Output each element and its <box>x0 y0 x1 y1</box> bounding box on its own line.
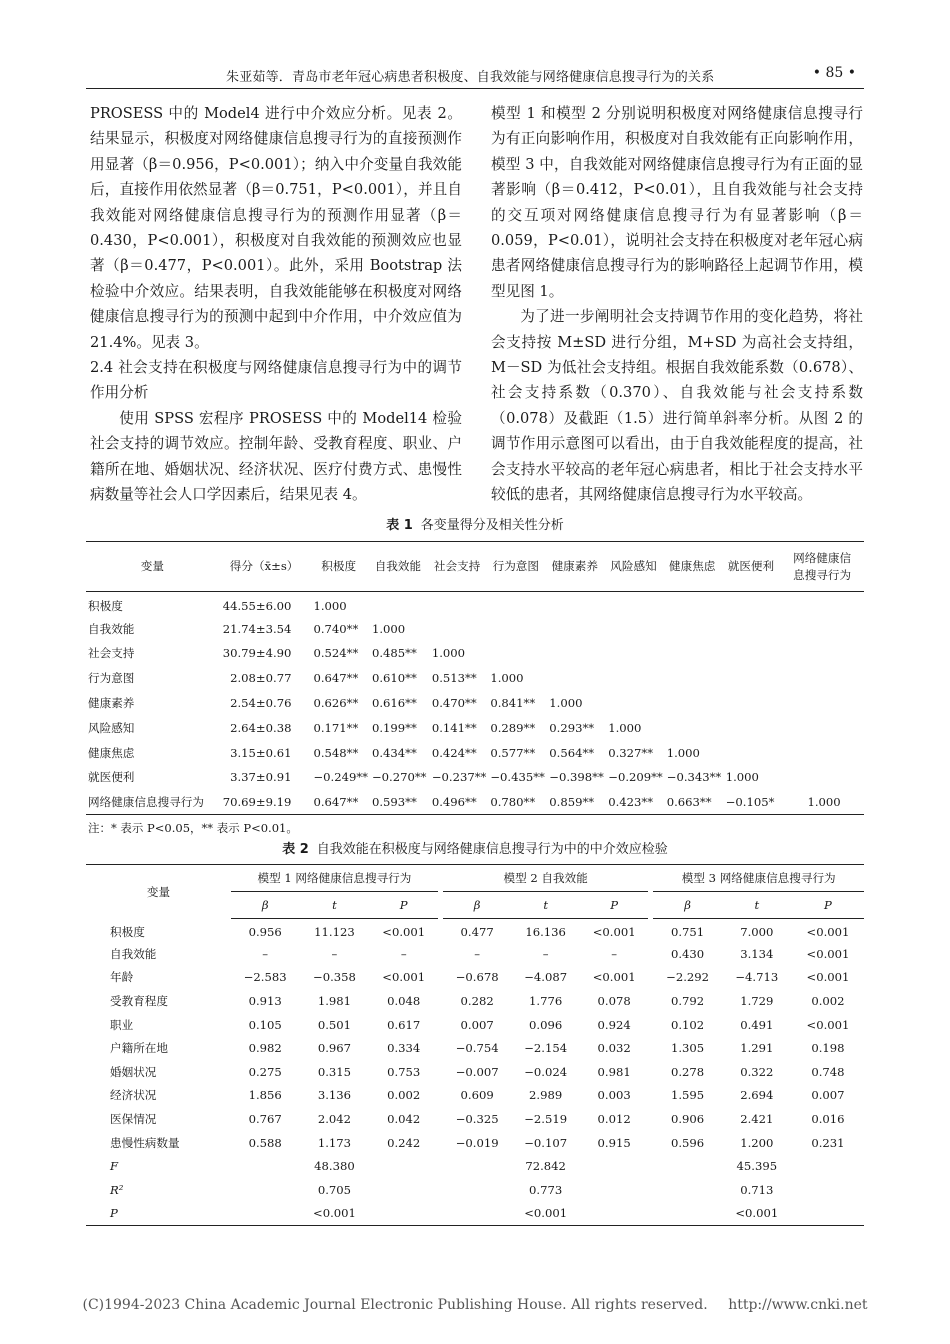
table2-cell: – <box>400 946 407 961</box>
table1-cell: 30.79±4.90 <box>222 646 292 661</box>
table1-cell: 0.513** <box>431 671 477 686</box>
table1-row <box>86 691 864 716</box>
table1-cell: 3.37±0.91 <box>230 770 292 785</box>
table2-row <box>86 1036 864 1060</box>
table1-header-cell: 得分（x̄±s） <box>219 542 310 592</box>
table1-cell: 21.74±3.54 <box>222 621 292 636</box>
table1-header-cell: 行为意图 <box>486 542 545 592</box>
table2-cell: 1.173 <box>317 1135 352 1150</box>
table2-row <box>86 989 864 1013</box>
table1-cell: 0.593** <box>371 795 417 810</box>
table1-cell: 0.616** <box>371 696 417 711</box>
table2-stat-value: 0.773 <box>529 1182 563 1197</box>
table2-cell: 1.729 <box>740 994 774 1009</box>
table2-cell: 1.856 <box>248 1088 282 1103</box>
table2-cell: 0.007 <box>811 1088 845 1103</box>
table1-cell <box>545 616 604 641</box>
table1-cell: 风险感知 <box>88 720 135 735</box>
table1-row <box>86 765 864 790</box>
table2-cell: 0.002 <box>387 1088 421 1103</box>
table2-cell: 0.012 <box>597 1112 631 1127</box>
table1-row <box>86 740 864 765</box>
table2-cell: 经济状况 <box>110 1088 157 1103</box>
table2-cell: 患慢性病数量 <box>110 1135 180 1150</box>
table2-stat-value: <0.001 <box>524 1206 568 1221</box>
table2-cell: −4.713 <box>735 970 779 985</box>
table2-row <box>86 919 864 943</box>
table1-cell: 0.199** <box>371 720 417 735</box>
table2-cell: 0.322 <box>740 1064 774 1079</box>
table2-cell: −2.519 <box>524 1112 568 1127</box>
left-column <box>90 101 462 508</box>
table2-cell: 0.767 <box>248 1112 282 1127</box>
table1-cell: 0.610** <box>371 671 417 686</box>
table1-cell: 0.289** <box>490 720 536 735</box>
table1-cell: 1.000 <box>725 770 759 785</box>
table1-cell: 1.000 <box>666 745 700 760</box>
table2-body <box>86 919 864 1226</box>
table1-cell <box>663 666 722 691</box>
table2-cell: −0.754 <box>455 1041 499 1056</box>
table1-row <box>86 666 864 691</box>
table1-title: 各变量得分及相关性分析 <box>420 518 564 533</box>
table2-cell: 0.982 <box>248 1041 282 1056</box>
table1-caption <box>0 514 950 533</box>
table2-cell: – <box>262 946 269 961</box>
table2-stat-label: F <box>110 1159 119 1174</box>
table1-cell: 0.327** <box>608 745 654 760</box>
table2-cell: 0.007 <box>460 1017 494 1032</box>
table1-cell: 1.000 <box>371 621 406 636</box>
footer-url: http://www.cnki.net <box>728 1297 868 1313</box>
table1-label: 表 1 <box>386 518 413 533</box>
table2-cell: −0.678 <box>455 970 499 985</box>
table2-cell: 16.136 <box>525 925 566 940</box>
table2-cell: <0.001 <box>806 970 850 985</box>
table2-cell: 1.595 <box>670 1088 705 1103</box>
table1-cell <box>663 616 722 641</box>
table1-cell: 1.000 <box>608 720 642 735</box>
table1-cell <box>722 592 781 617</box>
table1-cell: 0.423** <box>608 795 654 810</box>
table2-cell: 自我效能 <box>110 946 157 961</box>
table1-row <box>86 715 864 740</box>
table1-cell <box>545 666 604 691</box>
table2-cell: <0.001 <box>592 970 636 985</box>
table2-cell: 0.078 <box>597 994 631 1009</box>
table1-cell <box>486 592 545 617</box>
table2-group-header-row <box>86 865 864 892</box>
table2-cell: 医保情况 <box>110 1112 157 1127</box>
table2-cell: 受教育程度 <box>110 994 168 1009</box>
right-column <box>491 101 863 508</box>
table1-cell <box>722 641 781 666</box>
table2-caption <box>0 838 950 857</box>
table2-cell: 0.981 <box>597 1064 631 1079</box>
table1-cell: 0.171** <box>313 720 359 735</box>
table2-stat-value: 72.842 <box>525 1159 566 1174</box>
table1-header-cell: 就医便利 <box>722 542 781 592</box>
table1-header-cell: 变量 <box>86 542 219 592</box>
table1-cell: 行为意图 <box>88 671 135 686</box>
table1-header-cell: 社会支持 <box>428 542 487 592</box>
table2-sub-header: t <box>722 892 792 919</box>
table1-cell: 0.141** <box>431 720 477 735</box>
table2-cell: 0.792 <box>670 994 705 1009</box>
table2-sub-header: P <box>370 892 438 919</box>
table2-cell: – <box>331 946 338 961</box>
table1-cell: 0.485** <box>371 646 417 661</box>
table1-cell <box>604 616 663 641</box>
table2-cell: −0.007 <box>455 1064 499 1079</box>
table2-cell: 0.751 <box>670 925 705 940</box>
table1-cell: 网络健康信息搜寻行为 <box>88 795 204 810</box>
table2-cell: 3.136 <box>317 1088 352 1103</box>
table2-cell: <0.001 <box>592 925 636 940</box>
table1-cell: 0.663** <box>666 795 712 810</box>
table2-cell: 1.291 <box>740 1041 774 1056</box>
table1-cell: −0.105* <box>725 795 775 810</box>
table2-cell: 0.967 <box>317 1041 352 1056</box>
table2-row <box>86 1131 864 1155</box>
page-number: • 85 • <box>812 65 856 81</box>
table1-cell: −0.398** <box>549 770 604 785</box>
table1-cell: 0.424** <box>431 745 477 760</box>
table1-cell: 就医便利 <box>88 770 135 785</box>
table1-cell: −0.249** <box>313 770 368 785</box>
table2-row <box>86 1084 864 1108</box>
table1-cell: 健康焦虑 <box>88 745 135 760</box>
table1-cell: 0.293** <box>549 720 595 735</box>
table1-cell: 1.000 <box>431 646 466 661</box>
table2-cell: −0.358 <box>312 970 356 985</box>
table2-title: 自我效能在积极度与网络健康信息搜寻行为中的中介效应检验 <box>316 842 668 857</box>
table1-cell <box>722 666 781 691</box>
table1-cell: 1.000 <box>807 795 841 810</box>
right-paragraph-1: 模型 1 和模型 2 分别说明积极度对网络健康信息搜寻行为有正向影响作用，积极度对自我效能有正向影响作用，模型 3 中，自我效能对网络健康信息搜寻行为有正面的显著影响（β＝0.412，P<0.01），且自我效能与社会支持的交互项对网络健康信息搜寻行为有显著影响（β＝0.059，P<0.01），说明社会支持在积极度对老年冠心病患者网络健康信息搜寻行为的影响路径上起调节作用，模型见图 1。 <box>491 105 863 300</box>
table2-cell: 0.105 <box>248 1017 282 1032</box>
table2-stat-value: 0.705 <box>317 1182 352 1197</box>
table1-cell: −0.209** <box>608 770 663 785</box>
table2-cell: 1.305 <box>670 1041 705 1056</box>
table2-cell: 0.588 <box>248 1135 282 1150</box>
table2-stat-value: 48.380 <box>314 1159 355 1174</box>
table1-cell: 0.548** <box>313 745 359 760</box>
table2-cell: 年龄 <box>110 970 134 985</box>
table1-cell: −0.237** <box>431 770 487 785</box>
table2-cell: 0.906 <box>670 1112 705 1127</box>
table1-cell: 健康素养 <box>88 696 135 711</box>
table1-cell: 2.54±0.76 <box>230 696 292 711</box>
table2-cell: −2.154 <box>524 1041 568 1056</box>
table1-cell <box>780 691 864 716</box>
table2-cell: −4.087 <box>524 970 568 985</box>
table2-cell: −0.019 <box>455 1135 499 1150</box>
table1-cell <box>486 641 545 666</box>
table1-cell <box>428 592 487 617</box>
table2-group-header: 模型 2 自我效能 <box>443 865 648 892</box>
table1-cell <box>368 592 428 617</box>
table1-cell <box>780 592 864 617</box>
table1-row <box>86 592 864 617</box>
table2-cell: 11.123 <box>314 925 355 940</box>
table2-stat-label: P <box>110 1206 118 1221</box>
table1-cell: 0.647** <box>313 795 359 810</box>
table2-stat-value: 0.713 <box>740 1182 774 1197</box>
table2-sub-header: β <box>653 892 721 919</box>
table1-cell <box>663 691 722 716</box>
table2-cell: 0.609 <box>460 1088 494 1103</box>
table1-note: 注：* 表示 P<0.05，** 表示 P<0.01。 <box>88 821 298 835</box>
table2-cell: 2.989 <box>529 1088 563 1103</box>
table1-cell <box>780 715 864 740</box>
table2-cell: −0.024 <box>524 1064 568 1079</box>
table2-cell: 2.421 <box>740 1112 774 1127</box>
table1-cell: 0.859** <box>549 795 595 810</box>
table2-row <box>86 966 864 990</box>
table1-row <box>86 616 864 641</box>
table2-cell: 3.134 <box>740 946 774 961</box>
left-paragraph-1: PROSESS 中的 Model4 进行中介效应分析。见表 2。结果显示，积极度对网络健康信息搜寻行为的直接预测作用显著（β＝0.956，P<0.001）；纳入中介变量自我效能后，直接作用依然显著（β＝0.751，P<0.001），并且自我效能对网络健康信息搜寻行为的预测作用显著（β＝0.430，P<0.001），积极度对自我效能的预测效应也显著（β＝0.477，P<0.001）。此外，采用 Bootstrap 法检验中介效应。结果表明，自我效能能够在积极度对网络健康信息搜寻行为的预测中起到中介作用，中介效应值为 21.4%。见表 3。 <box>90 105 462 351</box>
table1-cell <box>722 691 781 716</box>
table2-cell: 0.275 <box>248 1064 282 1079</box>
table2-stat-label: R² <box>110 1182 124 1197</box>
table1-cell: 0.577** <box>490 745 536 760</box>
table2-cell: −0.107 <box>524 1135 568 1150</box>
table2-cell: 0.042 <box>387 1112 421 1127</box>
table1-cell: 70.69±9.19 <box>222 795 292 810</box>
table1-cell: 44.55±6.00 <box>222 599 292 614</box>
table2-label: 表 2 <box>282 842 309 857</box>
table1-cell <box>428 616 487 641</box>
table2-row <box>86 942 864 966</box>
table1-cell: 自我效能 <box>88 621 135 636</box>
table1-row <box>86 641 864 666</box>
table1-header-cell: 风险感知 <box>604 542 663 592</box>
running-header <box>86 66 864 89</box>
table1-cell <box>604 641 663 666</box>
table2-sub-header: β <box>443 892 511 919</box>
table1-header-cell: 积极度 <box>309 542 368 592</box>
table1-cell: 1.000 <box>549 696 583 711</box>
table1-cell <box>545 641 604 666</box>
table1-header-cell: 网络健康信 息搜寻行为 <box>780 542 864 592</box>
table2-cell: 0.003 <box>597 1088 631 1103</box>
table1 <box>86 541 864 815</box>
table2-cell: 0.501 <box>317 1017 352 1032</box>
table2-cell: 1.200 <box>740 1135 774 1150</box>
table2-cell: 2.042 <box>317 1112 352 1127</box>
table2-cell: <0.001 <box>806 946 850 961</box>
table1-cell <box>486 616 545 641</box>
table2-cell: 0.491 <box>740 1017 774 1032</box>
table1-cell <box>780 666 864 691</box>
table2-var-header: 变量 <box>146 884 171 899</box>
table2-stat-value: <0.001 <box>735 1206 779 1221</box>
table2-cell: 0.102 <box>670 1017 705 1032</box>
table2-cell: <0.001 <box>806 925 850 940</box>
table2-cell: 1.981 <box>317 994 352 1009</box>
table2-cell: 户籍所在地 <box>110 1041 168 1056</box>
table2-stat-row <box>86 1154 864 1178</box>
table2-cell: 0.231 <box>811 1135 845 1150</box>
left-paragraph-2: 使用 SPSS 宏程序 PROSESS 中的 Model14 检验社会支持的调节效应。控制年龄、受教育程度、职业、户籍所在地、婚姻状况、经济状况、医疗付费方式、患慢性病数量等社会人口学因素后，结果见表 4。 <box>90 409 462 504</box>
table1-cell: 0.434** <box>371 745 417 760</box>
table2-group-header: 模型 1 网络健康信息搜寻行为 <box>231 865 438 892</box>
table2-cell: 0.048 <box>387 994 421 1009</box>
table1-cell <box>545 592 604 617</box>
table2-cell: 0.198 <box>811 1041 845 1056</box>
table2-cell: 0.278 <box>670 1064 705 1079</box>
table1-cell: −0.343** <box>666 770 722 785</box>
table2-sub-header: P <box>792 892 864 919</box>
table2 <box>86 864 864 1226</box>
table2-cell: 0.915 <box>597 1135 631 1150</box>
table1-cell: 1.000 <box>313 599 347 614</box>
table2-cell: – <box>542 946 549 961</box>
table2-cell: 0.242 <box>387 1135 421 1150</box>
table1-cell: 社会支持 <box>88 646 135 661</box>
table1-cell: 1.000 <box>490 671 524 686</box>
table2-row <box>86 1013 864 1037</box>
table1-cell <box>780 740 864 765</box>
table2-stat-row <box>86 1202 864 1226</box>
table1-cell <box>604 691 663 716</box>
table2-cell: – <box>474 946 481 961</box>
table1-cell: 0.470** <box>431 696 477 711</box>
table2-stat-value: 45.395 <box>736 1159 778 1174</box>
table2-cell: 0.617 <box>387 1017 421 1032</box>
table1-cell <box>780 641 864 666</box>
table2-cell: <0.001 <box>382 970 426 985</box>
table1-cell: −0.270** <box>371 770 427 785</box>
table1-cell: 0.841** <box>490 696 536 711</box>
table2-cell: 0.096 <box>529 1017 563 1032</box>
table2-cell: 0.430 <box>670 946 705 961</box>
table2-cell: 0.002 <box>811 994 845 1009</box>
table1-cell <box>722 740 781 765</box>
table1-cell <box>604 666 663 691</box>
table1-cell: 0.740** <box>313 621 359 636</box>
page-footer <box>0 1297 950 1313</box>
table2-cell: 0.032 <box>597 1041 631 1056</box>
table2-sub-header: t <box>511 892 580 919</box>
table1-cell <box>663 641 722 666</box>
table2-row <box>86 1060 864 1084</box>
table2-cell: 婚姻状况 <box>110 1064 157 1079</box>
copyright-text: (C)1994-2023 China Academic Journal Electronic Publishing House. All rights reserved. <box>82 1297 708 1313</box>
table1-cell <box>780 765 864 790</box>
table2-cell: – <box>611 946 618 961</box>
table1-cell: 0.524** <box>313 646 359 661</box>
table2-stat-row <box>86 1178 864 1202</box>
running-title: 朱亚茹等．青岛市老年冠心病患者积极度、自我效能与网络健康信息搜寻行为的关系 <box>226 70 715 85</box>
table1-header-cell: 健康素养 <box>545 542 604 592</box>
table1-cell <box>722 616 781 641</box>
table1-row <box>86 790 864 815</box>
table1-cell: 3.15±0.61 <box>230 745 292 760</box>
table2-sub-header: β <box>231 892 299 919</box>
table2-cell: 0.753 <box>387 1064 421 1079</box>
table1-cell: −0.435** <box>490 770 545 785</box>
table2-cell: 7.000 <box>740 925 774 940</box>
table2-cell: 职业 <box>110 1017 134 1032</box>
table2-cell: −2.292 <box>666 970 710 985</box>
table1-cell: 2.64±0.38 <box>230 720 292 735</box>
table2-cell: 2.694 <box>740 1088 774 1103</box>
section-heading-2-4: 2.4 社会支持在积极度与网络健康信息搜寻行为中的调节作用分析 <box>90 359 462 402</box>
table1-cell <box>663 592 722 617</box>
table2-cell: −2.583 <box>243 970 287 985</box>
table2-cell: 0.924 <box>597 1017 631 1032</box>
table1-header-row <box>86 542 864 592</box>
table1-cell: 积极度 <box>88 599 123 614</box>
table2-cell: −0.325 <box>455 1112 499 1127</box>
table1-header-cell: 自我效能 <box>368 542 428 592</box>
table1-cell <box>604 592 663 617</box>
table2-cell: 0.315 <box>317 1064 352 1079</box>
table1-cell: 0.626** <box>313 696 359 711</box>
table2-row <box>86 1107 864 1131</box>
table1-header-cell: 健康焦虑 <box>663 542 722 592</box>
table2-cell: <0.001 <box>806 1017 850 1032</box>
table2-cell: 0.956 <box>248 925 282 940</box>
table2-cell: 1.776 <box>529 994 563 1009</box>
table2-sub-header: t <box>299 892 369 919</box>
table2-cell: 0.596 <box>670 1135 705 1150</box>
table1-cell <box>663 715 722 740</box>
table1-cell: 0.496** <box>431 795 477 810</box>
table2-cell: 0.334 <box>387 1041 421 1056</box>
table2-cell: 积极度 <box>110 924 145 939</box>
table1-cell <box>780 616 864 641</box>
table1-cell: 0.780** <box>490 795 536 810</box>
table1-cell <box>722 715 781 740</box>
table1-body <box>86 592 864 815</box>
table2-cell: 0.748 <box>811 1064 845 1079</box>
table2-sub-header: P <box>580 892 648 919</box>
table1-cell: 0.564** <box>549 745 595 760</box>
table2-cell: 0.477 <box>460 925 494 940</box>
table2-cell: <0.001 <box>382 925 426 940</box>
table2-stat-value: <0.001 <box>312 1206 356 1221</box>
table1-cell: 2.08±0.77 <box>230 671 292 686</box>
table2-cell: 0.016 <box>811 1112 845 1127</box>
table2-cell: 0.913 <box>248 994 282 1009</box>
table2-group-header: 模型 3 网络健康信息搜寻行为 <box>653 865 864 892</box>
table1-cell: 0.647** <box>313 671 359 686</box>
right-paragraph-2: 为了进一步阐明社会支持调节作用的变化趋势，将社会支持按 M±SD 进行分组，M+SD 为高社会支持组，M－SD 为低社会支持组。根据自我效能系数（0.678）、社会支持系数（0.370）、自我效能与社会支持系数（0.078）及截距（1.5）进行简单斜率分析。从图 2 的调节作用示意图可以看出，由于自我效能程度的提高，社会支持水平较高的老年冠心病患者，相比于社会支持水平较低的患者，其网络健康信息搜寻行为水平较高。 <box>491 308 863 504</box>
table2-cell: 0.282 <box>460 994 494 1009</box>
